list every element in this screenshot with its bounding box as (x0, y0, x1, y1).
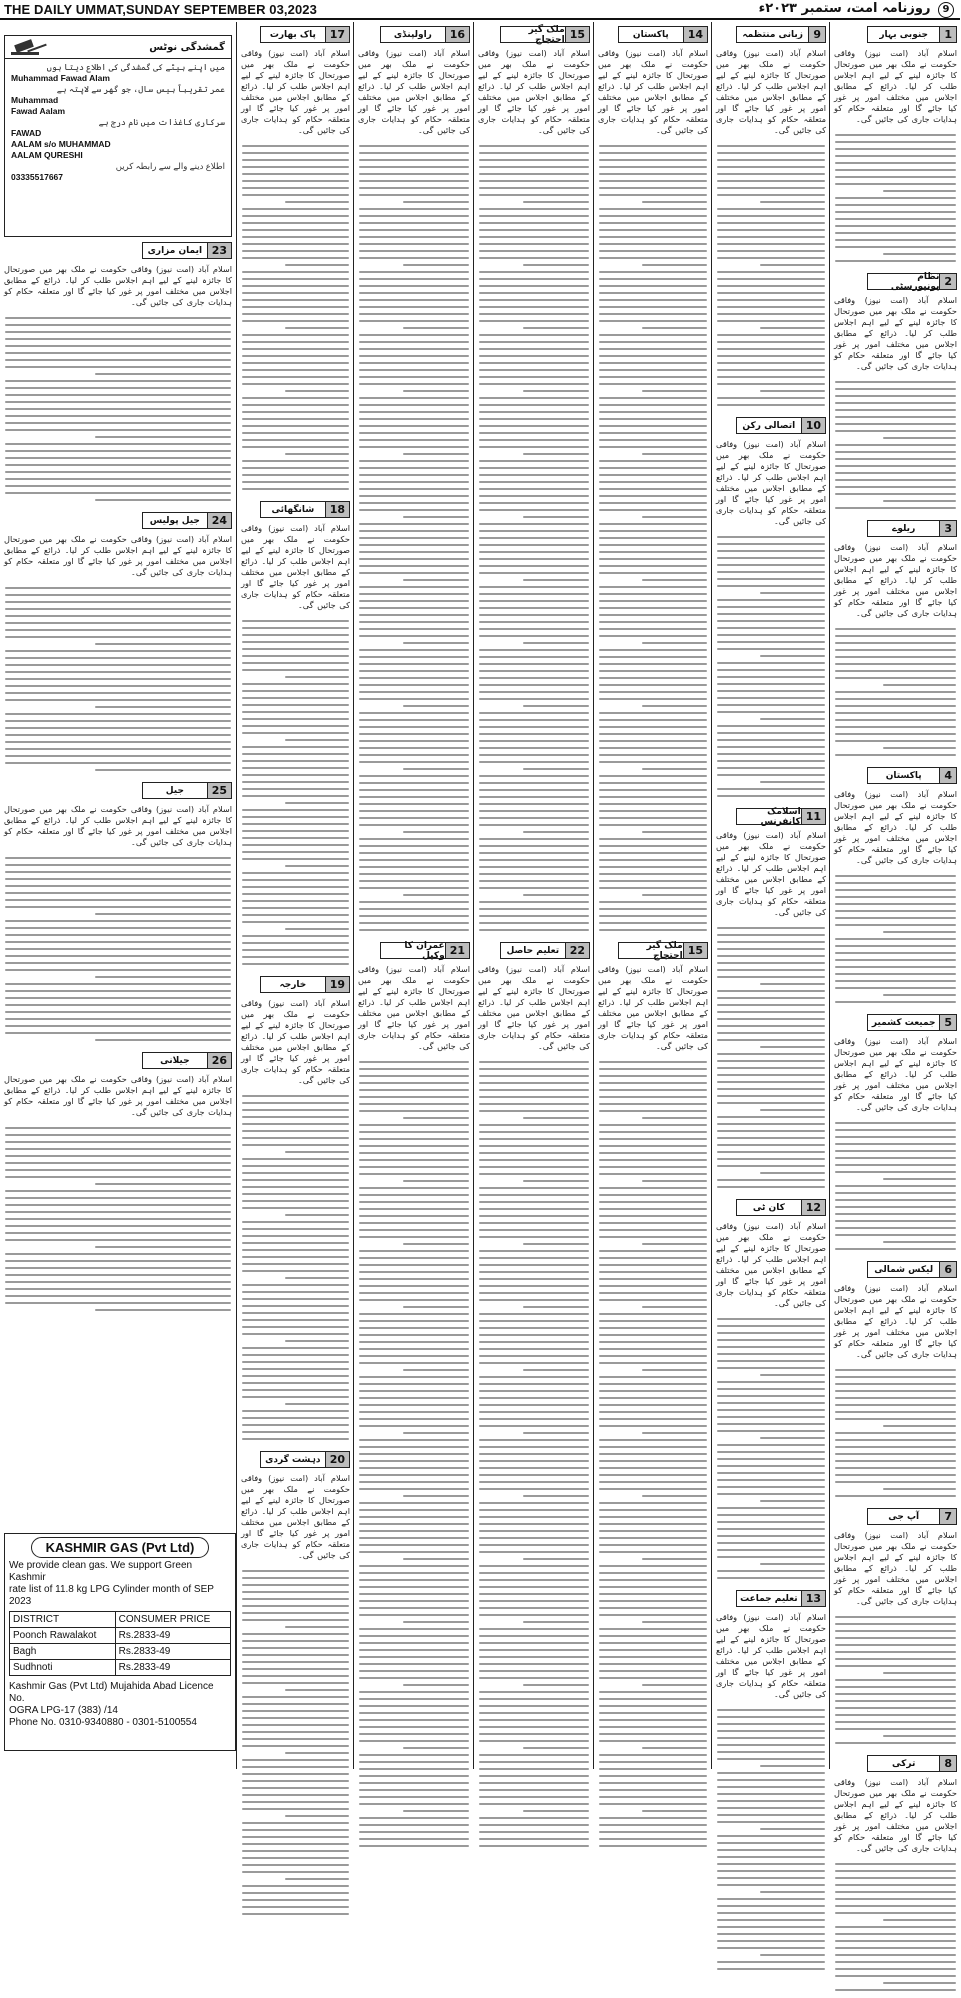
masthead-english-date: THE DAILY UMMAT,SUNDAY SEPTEMBER 03,2023 (4, 2, 317, 17)
news-body-text: اسلام آباد (امت نیوز) وفاقی حکومت نے ملک بھر میں صورتحال کا جائزہ لینے کے لیے اہم اجلاس طلب کر لیا۔ ذرائع کے مطابق اجلاس میں مختلف امور پر غور کیا جائے گا اور متعلقہ حکام کو ہدایات جاری کی جائیں گی۔ (716, 1221, 826, 1308)
item-number: 13 (801, 1591, 825, 1606)
notice-title: گمشدگی نوٹس (149, 41, 225, 53)
news-text-lines (237, 613, 354, 972)
table-header: CONSUMER PRICE (115, 1612, 230, 1628)
item-label: ملک گیر احتجاج (501, 27, 565, 42)
news-item-header (867, 520, 957, 537)
news-text-lines (594, 138, 712, 938)
news-text-lines (0, 1120, 236, 1318)
news-body-text: اسلام آباد (امت نیوز) وفاقی حکومت نے ملک بھر میں صورتحال کا جائزہ لینے کے لیے اہم اجلاس طلب کر لیا۔ ذرائع کے مطابق اجلاس میں مختلف امور پر غور کیا جائے گا اور متعلقہ حکام کو ہدایات جاری کی جائیں گی۔ (716, 1612, 826, 1699)
news-text-lines (354, 138, 474, 938)
item-label: جنوبی بہار (868, 27, 939, 42)
notice-name-6: AALAM QURESHI (11, 150, 83, 160)
news-item-header (736, 26, 826, 43)
news-item-header (142, 242, 232, 259)
news-body-text: اسلام آباد (امت نیوز) وفاقی حکومت نے ملک بھر میں صورتحال کا جائزہ لینے کے لیے اہم اجلاس طلب کر لیا۔ ذرائع کے مطابق اجلاس میں مختلف امور پر غور کیا جائے گا اور متعلقہ حکام کو ہدایات جاری کی جائیں گی۔ (834, 1283, 957, 1359)
news-body-text: اسلام آباد (امت نیوز) وفاقی حکومت نے ملک بھر میں صورتحال کا جائزہ لینے کے لیے اہم اجلاس طلب کر لیا۔ ذرائع کے مطابق اجلاس میں مختلف امور پر غور کیا جائے گا اور متعلقہ حکام کو ہدایات جاری کی جائیں گی۔ (241, 48, 350, 135)
item-number: 24 (207, 513, 231, 528)
news-body-text: اسلام آباد (امت نیوز) وفاقی حکومت نے ملک بھر میں صورتحال کا جائزہ لینے کے لیے اہم اجلاس طلب کر لیا۔ ذرائع کے مطابق اجلاس میں مختلف امور پر غور کیا جائے گا اور متعلقہ حکام کو ہدایات جاری کی جائیں گی۔ (4, 1074, 232, 1117)
news-item-header (260, 26, 350, 43)
table-cell: Bagh (10, 1644, 116, 1660)
news-body-text: اسلام آباد (امت نیوز) وفاقی حکومت نے ملک بھر میں صورتحال کا جائزہ لینے کے لیے اہم اجلاس طلب کر لیا۔ ذرائع کے مطابق اجلاس میں مختلف امور پر غور کیا جائے گا اور متعلقہ حکام کو ہدایات جاری کی جائیں گی۔ (241, 1473, 350, 1560)
table-cell: Rs.2833-49 (115, 1628, 230, 1644)
news-body-text: اسلام آباد (امت نیوز) وفاقی حکومت نے ملک بھر میں صورتحال کا جائزہ لینے کے لیے اہم اجلاس طلب کر لیا۔ ذرائع کے مطابق اجلاس میں مختلف امور پر غور کیا جائے گا اور متعلقہ حکام کو ہدایات جاری کی جائیں گی۔ (4, 804, 232, 847)
news-text-lines (712, 1311, 830, 1586)
item-label: عمران کا وکیل (381, 943, 445, 958)
news-text-lines (237, 1088, 354, 1447)
table-row (10, 1628, 231, 1644)
item-number: 25 (207, 783, 231, 798)
news-body-text: اسلام آباد (امت نیوز) وفاقی حکومت نے ملک بھر میں صورتحال کا جائزہ لینے کے لیے اہم اجلاس طلب کر لیا۔ ذرائع کے مطابق اجلاس میں مختلف امور پر غور کیا جائے گا اور متعلقہ حکام کو ہدایات جاری کی جائیں گی۔ (4, 534, 232, 577)
page-number: 9 (938, 2, 954, 18)
item-number: 26 (207, 1053, 231, 1068)
item-label: اسلامک کانفرنس (737, 809, 801, 824)
item-label: پاکستان (868, 768, 939, 783)
item-label: پاکستان (619, 27, 683, 42)
news-text-lines (830, 1856, 961, 1998)
news-text-lines (830, 868, 961, 1010)
item-number: 19 (325, 977, 349, 992)
ad-line-1: We provide clean gas. We support Green Kashmir (9, 1560, 193, 1583)
item-label: ترکی (868, 1756, 939, 1771)
news-body-text: اسلام آباد (امت نیوز) وفاقی حکومت نے ملک بھر میں صورتحال کا جائزہ لینے کے لیے اہم اجلاس طلب کر لیا۔ ذرائع کے مطابق اجلاس میں مختلف امور پر غور کیا جائے گا اور متعلقہ حکام کو ہدایات جاری کی جائیں گی۔ (716, 439, 826, 526)
news-columns (0, 22, 960, 1853)
news-item-header (618, 942, 708, 959)
notice-header (5, 36, 231, 59)
news-body-text: اسلام آباد (امت نیوز) وفاقی حکومت نے ملک بھر میں صورتحال کا جائزہ لینے کے لیے اہم اجلاس طلب کر لیا۔ ذرائع کے مطابق اجلاس میں مختلف امور پر غور کیا جائے گا اور متعلقہ حکام کو ہدایات جاری کی جائیں گی۔ (241, 523, 350, 610)
news-item-header (736, 1199, 826, 1216)
item-label: ریلوے (868, 521, 939, 536)
news-text-lines (474, 1054, 594, 1854)
news-column (829, 22, 961, 1853)
news-text-lines (830, 127, 961, 269)
news-body-text: اسلام آباد (امت نیوز) وفاقی حکومت نے ملک بھر میں صورتحال کا جائزہ لینے کے لیے اہم اجلاس طلب کر لیا۔ ذرائع کے مطابق اجلاس میں مختلف امور پر غور کیا جائے گا اور متعلقہ حکام کو ہدایات جاری کی جائیں گی۔ (358, 48, 470, 135)
news-body-text: اسلام آباد (امت نیوز) وفاقی حکومت نے ملک بھر میں صورتحال کا جائزہ لینے کے لیے اہم اجلاس طلب کر لیا۔ ذرائع کے مطابق اجلاس میں مختلف امور پر غور کیا جائے گا اور متعلقہ حکام کو ہدایات جاری کی جائیں گی۔ (598, 48, 708, 135)
item-number: 12 (801, 1200, 825, 1215)
notice-name-1: Muhammad Fawad Alam (11, 73, 110, 83)
item-number: 8 (939, 1756, 956, 1771)
news-item-header (736, 1590, 826, 1607)
notice-name-2: Muhammad (11, 95, 59, 105)
missing-person-notice (4, 35, 232, 237)
news-body-text: اسلام آباد (امت نیوز) وفاقی حکومت نے ملک بھر میں صورتحال کا جائزہ لینے کے لیے اہم اجلاس طلب کر لیا۔ ذرائع کے مطابق اجلاس میں مختلف امور پر غور کیا جائے گا اور متعلقہ حکام کو ہدایات جاری کی جائیں گی۔ (716, 48, 826, 135)
item-number: 6 (939, 1262, 956, 1277)
gavel-icon (11, 39, 51, 55)
item-number: 18 (325, 502, 349, 517)
item-label: دہشت گردی (261, 1452, 325, 1467)
news-text-lines (830, 621, 961, 763)
news-column (353, 22, 474, 1769)
news-item-header (736, 417, 826, 434)
item-number: 4 (939, 768, 956, 783)
news-body-text: اسلام آباد (امت نیوز) وفاقی حکومت نے ملک بھر میں صورتحال کا جائزہ لینے کے لیے اہم اجلاس طلب کر لیا۔ ذرائع کے مطابق اجلاس میں مختلف امور پر غور کیا جائے گا اور متعلقہ حکام کو ہدایات جاری کی جائیں گی۔ (241, 998, 350, 1085)
news-text-lines (830, 1609, 961, 1751)
news-text-lines (0, 850, 236, 1048)
news-text-lines (237, 138, 354, 497)
ad-footer-1: Kashmir Gas (Pvt Ltd) Mujahida Abad Licence No. (9, 1681, 214, 1704)
item-number: 22 (565, 943, 589, 958)
news-item-header (736, 808, 826, 825)
masthead-urdu-date (759, 1, 954, 18)
news-text-lines (712, 529, 830, 804)
item-number: 20 (325, 1452, 349, 1467)
table-row (10, 1644, 231, 1660)
notice-urdu-line: سرکاری کاغذات میں نام درج ہے (98, 117, 225, 127)
news-item-header (380, 26, 470, 43)
item-number: 21 (445, 943, 469, 958)
table-cell: Sudhnoti (10, 1660, 116, 1676)
item-number: 9 (808, 27, 825, 42)
news-body-text: اسلام آباد (امت نیوز) وفاقی حکومت نے ملک بھر میں صورتحال کا جائزہ لینے کے لیے اہم اجلاس طلب کر لیا۔ ذرائع کے مطابق اجلاس میں مختلف امور پر غور کیا جائے گا اور متعلقہ حکام کو ہدایات جاری کی جائیں گی۔ (834, 1036, 957, 1112)
masthead (0, 0, 960, 20)
news-body-text: اسلام آباد (امت نیوز) وفاقی حکومت نے ملک بھر میں صورتحال کا جائزہ لینے کے لیے اہم اجلاس طلب کر لیا۔ ذرائع کے مطابق اجلاس میں مختلف امور پر غور کیا جائے گا اور متعلقہ حکام کو ہدایات جاری کی جائیں گی۔ (478, 48, 590, 135)
news-column (711, 22, 830, 1769)
news-item-header (260, 976, 350, 993)
news-item-header (618, 26, 708, 43)
news-column (0, 22, 236, 1769)
news-item-header (380, 942, 470, 959)
news-text-lines (830, 1362, 961, 1504)
table-header: DISTRICT (10, 1612, 116, 1628)
news-text-lines (0, 580, 236, 778)
news-body-text: اسلام آباد (امت نیوز) وفاقی حکومت نے ملک بھر میں صورتحال کا جائزہ لینے کے لیے اہم اجلاس طلب کر لیا۔ ذرائع کے مطابق اجلاس میں مختلف امور پر غور کیا جائے گا اور متعلقہ حکام کو ہدایات جاری کی جائیں گی۔ (358, 964, 470, 1051)
table-cell: Rs.2833-49 (115, 1644, 230, 1660)
news-text-lines (594, 1054, 712, 1854)
news-text-lines (830, 1115, 961, 1257)
news-item-header (867, 26, 957, 43)
news-item-header (142, 782, 232, 799)
item-number: 5 (939, 1015, 956, 1030)
news-item-header (142, 1052, 232, 1069)
news-column (593, 22, 712, 1769)
news-item-header (142, 512, 232, 529)
notice-name-5: AALAM s/o MUHAMMAD (11, 139, 111, 149)
news-item-header (500, 942, 590, 959)
table-header-row (10, 1612, 231, 1628)
news-item-header (867, 767, 957, 784)
news-text-lines (830, 374, 961, 516)
ad-title: KASHMIR GAS (Pvt Ltd) (31, 1537, 209, 1558)
news-body-text: اسلام آباد (امت نیوز) وفاقی حکومت نے ملک بھر میں صورتحال کا جائزہ لینے کے لیے اہم اجلاس طلب کر لیا۔ ذرائع کے مطابق اجلاس میں مختلف امور پر غور کیا جائے گا اور متعلقہ حکام کو ہدایات جاری کی جائیں گی۔ (478, 964, 590, 1051)
item-number: 23 (207, 243, 231, 258)
news-text-lines (474, 138, 594, 938)
news-text-lines (712, 920, 830, 1195)
news-body-text: اسلام آباد (امت نیوز) وفاقی حکومت نے ملک بھر میں صورتحال کا جائزہ لینے کے لیے اہم اجلاس طلب کر لیا۔ ذرائع کے مطابق اجلاس میں مختلف امور پر غور کیا جائے گا اور متعلقہ حکام کو ہدایات جاری کی جائیں گی۔ (834, 1530, 957, 1606)
notice-name-4: FAWAD (11, 128, 42, 138)
news-item-header (867, 1261, 957, 1278)
news-body-text: اسلام آباد (امت نیوز) وفاقی حکومت نے ملک بھر میں صورتحال کا جائزہ لینے کے لیے اہم اجلاس طلب کر لیا۔ ذرائع کے مطابق اجلاس میں مختلف امور پر غور کیا جائے گا اور متعلقہ حکام کو ہدایات جاری کی جائیں گی۔ (834, 48, 957, 124)
item-label: جیلانی (143, 1053, 207, 1068)
kashmir-gas-ad (4, 1533, 236, 1751)
table-cell: Rs.2833-49 (115, 1660, 230, 1676)
item-label: پاک بھارت (261, 27, 325, 42)
news-text-lines (354, 1054, 474, 1854)
table-cell: Poonch Rawalakot (10, 1628, 116, 1644)
item-label: لیکس شمالی (868, 1262, 939, 1277)
ad-price-table (9, 1611, 231, 1676)
news-column (236, 22, 354, 1769)
news-item-header (260, 501, 350, 518)
news-body-text: اسلام آباد (امت نیوز) وفاقی حکومت نے ملک بھر میں صورتحال کا جائزہ لینے کے لیے اہم اجلاس طلب کر لیا۔ ذرائع کے مطابق اجلاس میں مختلف امور پر غور کیا جائے گا اور متعلقہ حکام کو ہدایات جاری کی جائیں گی۔ (716, 830, 826, 917)
news-body-text: اسلام آباد (امت نیوز) وفاقی حکومت نے ملک بھر میں صورتحال کا جائزہ لینے کے لیے اہم اجلاس طلب کر لیا۔ ذرائع کے مطابق اجلاس میں مختلف امور پر غور کیا جائے گا اور متعلقہ حکام کو ہدایات جاری کی جائیں گی۔ (598, 964, 708, 1051)
notice-urdu-line: عمر تقریباً بیس سال، جو گھر سے لاپتہ ہے (56, 84, 225, 94)
notice-body (5, 59, 231, 186)
table-row (10, 1660, 231, 1676)
item-number: 7 (939, 1509, 956, 1524)
news-item-header (867, 1014, 957, 1031)
news-item-header (867, 1755, 957, 1772)
item-number: 17 (325, 27, 349, 42)
notice-urdu-line: اطلاع دینے والے سے رابطہ کریں (115, 161, 225, 171)
item-number: 11 (801, 809, 825, 824)
item-number: 15 (565, 27, 589, 42)
item-label: ایمان مزاری (143, 243, 207, 258)
item-label: خارجہ (261, 977, 325, 992)
ad-footer-3: Phone No. 0310-9340880 - 0301-5100554 (9, 1717, 197, 1728)
item-number: 14 (683, 27, 707, 42)
item-number: 10 (801, 418, 825, 433)
notice-name-3: Fawad Aalam (11, 106, 66, 116)
news-column (473, 22, 594, 1769)
news-item-header (867, 273, 957, 290)
news-text-lines (237, 1563, 354, 1922)
item-number: 15 (683, 943, 707, 958)
item-label: اتصالی رکن (737, 418, 801, 433)
news-item-header (500, 26, 590, 43)
item-label: جمیعت کشمیر (868, 1015, 939, 1030)
masthead-urdu-text: روزنامہ امت، ستمبر ۲۰۲۳ء (758, 1, 931, 16)
item-label: زبانی منتظمہ (737, 27, 808, 42)
item-label: جیل (143, 783, 207, 798)
news-body-text: اسلام آباد (امت نیوز) وفاقی حکومت نے ملک بھر میں صورتحال کا جائزہ لینے کے لیے اہم اجلاس طلب کر لیا۔ ذرائع کے مطابق اجلاس میں مختلف امور پر غور کیا جائے گا اور متعلقہ حکام کو ہدایات جاری کی جائیں گی۔ (834, 789, 957, 865)
news-item-header (867, 1508, 957, 1525)
ad-footer-2: OGRA LPG-17 (383) /14 (9, 1705, 118, 1716)
item-label: کان ٹی (737, 1200, 801, 1215)
news-text-lines (712, 138, 830, 413)
item-number: 16 (445, 27, 469, 42)
item-label: تعلیم جماعت (737, 1591, 801, 1606)
item-number: 1 (939, 27, 956, 42)
item-label: ملک گیر احتجاج (619, 943, 683, 958)
item-label: آپ جی (868, 1509, 939, 1524)
news-body-text: اسلام آباد (امت نیوز) وفاقی حکومت نے ملک بھر میں صورتحال کا جائزہ لینے کے لیے اہم اجلاس طلب کر لیا۔ ذرائع کے مطابق اجلاس میں مختلف امور پر غور کیا جائے گا اور متعلقہ حکام کو ہدایات جاری کی جائیں گی۔ (834, 1777, 957, 1853)
item-number: 3 (939, 521, 956, 536)
news-body-text: اسلام آباد (امت نیوز) وفاقی حکومت نے ملک بھر میں صورتحال کا جائزہ لینے کے لیے اہم اجلاس طلب کر لیا۔ ذرائع کے مطابق اجلاس میں مختلف امور پر غور کیا جائے گا اور متعلقہ حکام کو ہدایات جاری کی جائیں گی۔ (834, 295, 957, 371)
news-text-lines (712, 1702, 830, 1977)
news-body-text: اسلام آباد (امت نیوز) وفاقی حکومت نے ملک بھر میں صورتحال کا جائزہ لینے کے لیے اہم اجلاس طلب کر لیا۔ ذرائع کے مطابق اجلاس میں مختلف امور پر غور کیا جائے گا اور متعلقہ حکام کو ہدایات جاری کی جائیں گی۔ (4, 264, 232, 307)
item-label: شانگھائی (261, 502, 325, 517)
news-item-header (260, 1451, 350, 1468)
item-label: راولپنڈی (381, 27, 445, 42)
notice-urdu-line: میں اپنے بیٹے کی گمشدگی کی اطلاع دیتا ہوں (46, 62, 225, 72)
news-text-lines (0, 310, 236, 508)
news-body-text: اسلام آباد (امت نیوز) وفاقی حکومت نے ملک بھر میں صورتحال کا جائزہ لینے کے لیے اہم اجلاس طلب کر لیا۔ ذرائع کے مطابق اجلاس میں مختلف امور پر غور کیا جائے گا اور متعلقہ حکام کو ہدایات جاری کی جائیں گی۔ (834, 542, 957, 618)
item-label: جیل پولیس (143, 513, 207, 528)
item-label: نظام یونیورسٹی (868, 274, 939, 289)
notice-phone: 03335517667 (11, 172, 64, 182)
item-number: 2 (939, 274, 956, 289)
item-label: تعلیم حاصل (501, 943, 565, 958)
ad-line-2: rate list of 11.8 kg LPG Cylinder month of SEP 2023 (9, 1584, 214, 1607)
